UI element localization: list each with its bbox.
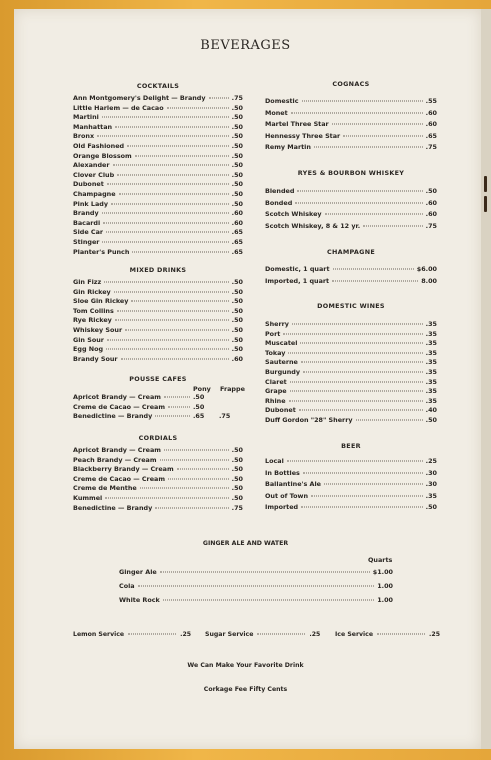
item-name: Side Car xyxy=(73,228,104,237)
leader-dots xyxy=(140,488,229,489)
page-title: BEVERAGES xyxy=(200,38,291,53)
item-price: .50 xyxy=(425,503,437,512)
menu-item xyxy=(265,199,437,211)
leader-dots xyxy=(168,406,190,407)
item-price: .30 xyxy=(425,480,437,489)
menu-item xyxy=(73,345,243,355)
leader-dots xyxy=(102,213,229,214)
item-price: .75 xyxy=(425,143,437,152)
item-name: Remy Martin xyxy=(265,143,311,152)
domestic-wines-heading: DOMESTIC WINES xyxy=(317,302,385,310)
menu-item xyxy=(265,265,437,277)
menu-item xyxy=(73,336,243,346)
leader-dots xyxy=(356,419,423,420)
ryes-heading: RYES & BOURBON WHISKEY xyxy=(297,169,405,177)
item-price: $6.00 xyxy=(416,265,437,273)
leader-dots xyxy=(164,397,190,398)
menu-item xyxy=(73,161,243,171)
item-price: .50 xyxy=(231,455,243,464)
item-name: Sauterne xyxy=(265,358,298,367)
menu-item xyxy=(265,368,437,378)
cordials-heading: CORDIALS xyxy=(138,434,178,442)
leader-dots xyxy=(343,135,422,136)
item-name: Scotch Whiskey xyxy=(265,210,322,219)
item-price: .50 xyxy=(231,170,243,179)
item-price: .65 xyxy=(425,131,437,140)
menu-item xyxy=(265,397,437,407)
frappe-price: .75 xyxy=(219,412,231,421)
item-name: Stinger xyxy=(73,237,100,246)
menu-item xyxy=(73,200,243,210)
item-price: .60 xyxy=(231,218,243,227)
menu-item xyxy=(265,187,437,199)
service-item: Sugar Service .25 xyxy=(205,631,321,638)
item-price: .35 xyxy=(425,377,437,386)
item-name: Blackberry Brandy — Cream xyxy=(73,465,174,474)
leader-dots xyxy=(168,478,229,479)
leader-dots xyxy=(138,586,375,587)
item-price: .50 xyxy=(231,141,243,150)
leader-dots xyxy=(287,461,423,462)
item-name: Bonded xyxy=(265,198,293,207)
item-name: Muscatel xyxy=(265,339,298,348)
item-price: .50 xyxy=(425,415,437,424)
beer-list xyxy=(265,457,437,515)
menu-item xyxy=(73,412,243,422)
item-price: .35 xyxy=(425,329,437,338)
menu-item xyxy=(73,484,243,494)
service-item: Lemon Service .25 xyxy=(73,631,192,638)
item-price: .40 xyxy=(425,406,437,415)
pony-column-header: Pony xyxy=(193,385,211,393)
item-price: .35 xyxy=(425,387,437,396)
item-name: Domestic xyxy=(265,97,299,105)
menu-item xyxy=(265,469,437,481)
item-name: Tom Collins xyxy=(73,306,114,315)
leader-dots xyxy=(209,98,229,99)
menu-item xyxy=(265,406,437,416)
item-name: Whiskey Sour xyxy=(73,325,123,334)
item-price: .50 xyxy=(231,316,243,325)
menu-item xyxy=(265,378,437,388)
item-price: .50 xyxy=(231,484,243,493)
item-name: Local xyxy=(265,457,284,465)
item-name: Burgundy xyxy=(265,367,300,376)
leader-dots xyxy=(160,459,229,460)
ryes-list xyxy=(265,187,437,233)
menu-item xyxy=(73,94,243,104)
item-price: .60 xyxy=(425,210,437,219)
menu-item xyxy=(265,457,437,469)
leader-dots xyxy=(332,124,423,125)
item-name: Blended xyxy=(265,187,295,195)
item-price: .50 xyxy=(231,493,243,502)
leader-dots xyxy=(117,310,229,311)
leader-dots xyxy=(114,291,229,292)
item-price: .35 xyxy=(425,396,437,405)
item-price: .50 xyxy=(231,306,243,315)
item-name: Ginger Ale xyxy=(119,568,157,576)
item-price: .35 xyxy=(425,348,437,357)
item-name: White Rock xyxy=(119,596,160,604)
pousse-cafes-list xyxy=(73,393,243,422)
leader-dots xyxy=(363,225,423,226)
menu-item xyxy=(265,387,437,397)
item-name: Dubonet xyxy=(265,406,296,415)
menu-item xyxy=(265,480,437,492)
menu-item xyxy=(265,492,437,504)
item-name: Gin Sour xyxy=(73,335,104,344)
item-price: .50 xyxy=(231,474,243,483)
item-name: Orange Blossom xyxy=(73,151,132,160)
item-price: 1.00 xyxy=(377,582,393,590)
leader-dots xyxy=(103,222,228,223)
item-name: Little Harlem — de Cacao xyxy=(73,103,164,112)
footer-note: We Can Make Your Favorite Drink xyxy=(187,662,304,669)
leader-dots xyxy=(300,343,422,344)
menu-item xyxy=(73,123,243,133)
item-name: Out of Town xyxy=(265,491,309,500)
leader-dots xyxy=(290,381,423,382)
menu-item xyxy=(73,475,243,485)
leader-dots xyxy=(164,450,229,451)
item-name: Benedictine — Brandy xyxy=(73,412,153,421)
pousse-cafes-heading: POUSSE CAFES xyxy=(129,375,187,383)
leader-dots xyxy=(290,391,423,392)
leader-dots xyxy=(299,410,423,411)
item-price: .35 xyxy=(425,367,437,376)
item-name: Martel Three Star xyxy=(265,120,329,129)
item-name: Pink Lady xyxy=(73,199,109,208)
menu-item xyxy=(73,171,243,181)
ginger-ale-list xyxy=(119,568,393,610)
menu-item xyxy=(265,416,437,426)
leader-dots xyxy=(111,203,229,204)
item-price: .55 xyxy=(425,97,437,105)
cognacs-heading: COGNACS xyxy=(332,80,370,88)
item-name: Gin Rickey xyxy=(73,287,111,296)
leader-dots xyxy=(292,324,423,325)
item-name: Creme de Menthe xyxy=(73,484,137,493)
menu-item xyxy=(73,104,243,114)
menu-item xyxy=(265,320,437,330)
item-name: Brandy xyxy=(73,209,99,218)
item-price: .50 xyxy=(231,446,243,454)
leader-dots xyxy=(303,472,423,473)
leader-dots xyxy=(107,339,229,340)
menu-item xyxy=(265,339,437,349)
menu-item xyxy=(73,288,243,298)
menu-item xyxy=(265,330,437,340)
leader-dots xyxy=(115,320,229,321)
pony-price: .50 xyxy=(193,393,205,401)
menu-item xyxy=(265,222,437,234)
leader-dots xyxy=(102,241,228,242)
leader-dots xyxy=(119,193,229,194)
menu-item xyxy=(265,143,437,155)
leader-dots xyxy=(132,251,228,252)
item-price: .50 xyxy=(231,103,243,112)
champagne-heading: CHAMPAGNE xyxy=(326,248,376,256)
item-price: 1.00 xyxy=(377,596,393,604)
item-name: Alexander xyxy=(73,161,110,170)
item-price: .35 xyxy=(425,320,437,328)
item-name: Scotch Whiskey, 8 & 12 yr. xyxy=(265,221,361,230)
item-name: Creme de Cacao — Cream xyxy=(73,402,166,411)
item-name: Rhine xyxy=(265,396,286,405)
leader-dots xyxy=(177,469,229,470)
menu-item xyxy=(265,277,437,289)
beer-heading: BEER xyxy=(341,442,361,450)
leader-dots xyxy=(303,371,423,372)
menu-item xyxy=(265,349,437,359)
item-name: Planter's Punch xyxy=(73,247,130,256)
menu-item xyxy=(265,503,437,515)
leader-dots xyxy=(333,269,414,270)
menu-item xyxy=(73,209,243,219)
menu-item xyxy=(265,358,437,368)
item-price: .50 xyxy=(231,199,243,208)
item-name: Sloe Gin Rickey xyxy=(73,297,129,306)
item-price: 8.00 xyxy=(421,276,437,285)
leader-dots xyxy=(291,112,423,113)
menu-item xyxy=(73,180,243,190)
item-name: Tokay xyxy=(265,348,286,357)
item-name: Rye Rickey xyxy=(73,316,112,325)
item-name: Imported xyxy=(265,503,299,512)
binding-clip xyxy=(484,196,487,212)
item-name: Bronx xyxy=(73,132,95,141)
menu-item xyxy=(73,219,243,229)
menu-item xyxy=(119,582,393,596)
menu-item xyxy=(265,132,437,144)
mixed-drinks-heading: MIXED DRINKS xyxy=(129,266,187,274)
item-price: .50 xyxy=(231,122,243,131)
leader-dots xyxy=(314,147,423,148)
item-name: Imported, 1 quart xyxy=(265,276,330,285)
item-price: .65 xyxy=(231,228,243,237)
leader-dots xyxy=(288,352,422,353)
leader-dots xyxy=(127,145,229,146)
menu-item xyxy=(73,456,243,466)
leader-dots xyxy=(135,155,229,156)
leader-dots xyxy=(332,280,418,281)
menu-item xyxy=(265,210,437,222)
leader-dots xyxy=(106,232,229,233)
menu-item xyxy=(119,568,393,582)
leader-dots xyxy=(289,400,423,401)
item-name: Old Fashioned xyxy=(73,141,125,150)
menu-item xyxy=(265,109,437,121)
menu-item xyxy=(73,307,243,317)
leader-dots xyxy=(125,329,229,330)
item-name: Kummel xyxy=(73,493,103,502)
menu-item xyxy=(73,494,243,504)
item-price: .50 xyxy=(231,161,243,170)
item-name: Manhattan xyxy=(73,122,113,131)
leader-dots xyxy=(121,358,229,359)
leader-dots xyxy=(301,362,423,363)
item-price: .50 xyxy=(231,325,243,334)
item-price: .25 xyxy=(425,457,437,465)
leader-dots xyxy=(115,126,229,127)
menu-item xyxy=(119,596,393,610)
item-price: .75 xyxy=(231,503,243,512)
item-price: .50 xyxy=(231,113,243,122)
cognacs-list xyxy=(265,97,437,155)
menu-item xyxy=(73,393,243,403)
menu-item xyxy=(73,190,243,200)
leader-dots xyxy=(311,495,423,496)
item-name: Egg Nog xyxy=(73,345,104,354)
menu-item xyxy=(73,132,243,142)
cocktails-heading: COCKTAILS xyxy=(136,82,180,90)
menu-item xyxy=(73,355,243,365)
item-price: .35 xyxy=(425,358,437,367)
ginger-ale-heading: GINGER ALE AND WATER xyxy=(202,540,289,547)
item-name: Creme de Cacao — Cream xyxy=(73,474,166,483)
page-edge xyxy=(481,9,491,749)
menu-item xyxy=(73,228,243,238)
menu-item xyxy=(73,142,243,152)
item-price: .50 xyxy=(231,278,243,286)
pony-price: .50 xyxy=(193,402,205,411)
leader-dots xyxy=(301,507,423,508)
leader-dots xyxy=(302,101,423,102)
leader-dots xyxy=(160,572,370,573)
item-price: .35 xyxy=(425,491,437,500)
leader-dots xyxy=(167,107,229,108)
leader-dots xyxy=(106,349,229,350)
item-price: .60 xyxy=(425,198,437,207)
menu-item xyxy=(73,465,243,475)
leader-dots xyxy=(155,416,190,417)
domestic-wines-list xyxy=(265,320,437,426)
item-price: .50 xyxy=(231,189,243,198)
item-name: Domestic, 1 quart xyxy=(265,265,330,273)
item-name: Apricot Brandy — Cream xyxy=(73,393,161,401)
item-name: Cola xyxy=(119,582,135,590)
item-price: .50 xyxy=(231,335,243,344)
item-price: .50 xyxy=(231,132,243,141)
item-price: .50 xyxy=(231,465,243,474)
menu-item xyxy=(73,326,243,336)
quarts-column-header: Quarts xyxy=(368,556,393,564)
item-price: .50 xyxy=(425,187,437,195)
item-name: Dubonet xyxy=(73,180,104,189)
leader-dots xyxy=(117,174,229,175)
leader-dots xyxy=(107,184,229,185)
leader-dots xyxy=(104,282,228,283)
menu-item xyxy=(73,297,243,307)
leader-dots xyxy=(297,191,422,192)
item-price: .50 xyxy=(231,287,243,296)
item-name: Sherry xyxy=(265,320,289,328)
item-name: Clover Club xyxy=(73,170,115,179)
leader-dots xyxy=(163,600,374,601)
mixed-drinks-list xyxy=(73,278,243,364)
service-item: Ice Service .25 xyxy=(335,631,441,638)
cordials-list xyxy=(73,446,243,513)
item-price: $1.00 xyxy=(372,568,393,576)
item-name: Peach Brandy — Cream xyxy=(73,455,157,464)
item-price: .35 xyxy=(425,339,437,348)
corkage-note: Corkage Fee Fifty Cents xyxy=(203,686,288,693)
item-price: .65 xyxy=(231,247,243,256)
item-price: .50 xyxy=(231,151,243,160)
menu-item xyxy=(265,97,437,109)
menu-item xyxy=(73,113,243,123)
item-price: .60 xyxy=(231,354,243,363)
item-price: .65 xyxy=(231,237,243,246)
item-name: Ann Montgomery's Delight — Brandy xyxy=(73,94,206,102)
leader-dots xyxy=(295,202,422,203)
item-name: Ballantine's Ale xyxy=(265,480,322,489)
item-name: Grape xyxy=(265,387,287,396)
cocktails-list xyxy=(73,94,243,257)
item-price: .30 xyxy=(425,468,437,477)
item-name: In Bottles xyxy=(265,468,300,477)
item-name: Bacardi xyxy=(73,218,101,227)
pony-price: .65 xyxy=(193,412,205,421)
menu-item xyxy=(73,152,243,162)
leader-dots xyxy=(325,214,423,215)
item-price: .50 xyxy=(231,297,243,306)
item-price: .75 xyxy=(231,94,243,102)
item-name: Duff Gordon "28" Sherry xyxy=(265,415,353,424)
menu-item xyxy=(73,248,243,258)
leader-dots xyxy=(113,165,229,166)
item-name: Port xyxy=(265,329,281,338)
item-price: .60 xyxy=(425,120,437,129)
item-price: .50 xyxy=(231,345,243,354)
menu-item xyxy=(73,278,243,288)
menu-item xyxy=(265,120,437,132)
menu-item xyxy=(73,316,243,326)
leader-dots xyxy=(324,484,423,485)
leader-dots xyxy=(97,136,229,137)
item-name: Brandy Sour xyxy=(73,354,118,363)
item-price: .60 xyxy=(231,209,243,218)
item-name: Gin Fizz xyxy=(73,278,102,286)
item-name: Benedictine — Brandy xyxy=(73,503,153,512)
item-price: .75 xyxy=(425,221,437,230)
leader-dots xyxy=(131,301,228,302)
item-name: Hennessy Three Star xyxy=(265,131,341,140)
leader-dots xyxy=(155,507,228,508)
leader-dots xyxy=(105,497,228,498)
item-name: Monet xyxy=(265,108,288,117)
item-name: Champagne xyxy=(73,189,116,198)
item-price: .50 xyxy=(231,180,243,189)
champagne-list xyxy=(265,265,437,288)
frappe-column-header: Frappe xyxy=(220,385,245,393)
leader-dots xyxy=(102,117,229,118)
menu-item xyxy=(73,238,243,248)
leader-dots xyxy=(283,333,422,334)
menu-item xyxy=(73,403,243,413)
binding-clip xyxy=(484,176,487,192)
menu-item xyxy=(73,504,243,514)
item-name: Apricot Brandy — Cream xyxy=(73,446,161,454)
item-name: Martini xyxy=(73,113,99,122)
item-price: .60 xyxy=(425,108,437,117)
item-name: Claret xyxy=(265,377,287,386)
menu-item xyxy=(73,446,243,456)
